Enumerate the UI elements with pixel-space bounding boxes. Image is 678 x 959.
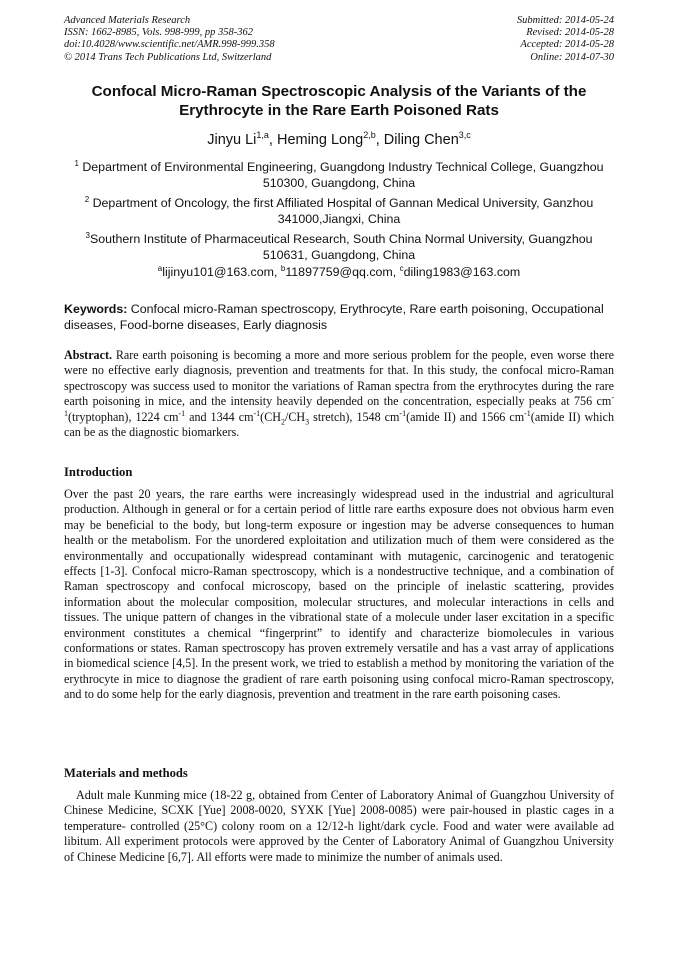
abstract-text: Rare earth poisoning is becoming a more and more serious problem for the people, even worse there were no effective early diagnosis, prevention and treatments for that. In this study, the confocal micro-Raman spectroscopy was success used to monitor the variations of Raman spectra from the erythrocytes during the rare earth poisoning in mice, and the intensity heavily depended on the concentration, especially peaks at 756 cm xyxy=(64,348,614,409)
paper-title-line-1: Confocal Micro-Raman Spectroscopic Analysis of the Variants of the xyxy=(91,83,587,100)
affiliation-text: Southern Institute of Pharmaceutical Research, South China Normal University, Guangzhou xyxy=(89,232,593,247)
email-address[interactable]: lijinyu101@163.com xyxy=(162,265,274,280)
affiliation-number: 1 xyxy=(74,159,79,168)
author-separator: , xyxy=(375,131,384,148)
email-separator: , xyxy=(273,265,281,280)
introduction-heading: Introduction xyxy=(64,465,133,479)
email-list xyxy=(64,264,614,279)
abstract-superscript: -1 xyxy=(524,408,531,418)
affiliation-3 xyxy=(64,228,614,263)
author-affiliation-mark: 3,c xyxy=(458,130,471,140)
affiliation-2 xyxy=(64,192,614,227)
author-name: Jinyu Li xyxy=(207,131,257,148)
author-separator: , xyxy=(268,131,277,148)
email-address[interactable]: diling1983@163.com xyxy=(403,265,521,280)
submitted-date: Submitted: 2014-05-24 xyxy=(516,15,614,26)
abstract-superscript: -1 xyxy=(64,393,614,418)
abstract-text: (amide II) and 1566 cm xyxy=(406,409,525,424)
doi-line: doi:10.4028/www.scientific.net/AMR.998-999.358 xyxy=(64,39,275,51)
methods-heading: Materials and methods xyxy=(64,766,188,780)
copyright-line: © 2014 Trans Tech Publications Ltd, Switzerland xyxy=(64,51,272,63)
methods-paragraph: Adult male Kunming mice (18-22 g, obtained from Center of Laboratory Animal of Guangzhou University of Chinese Medicine, SCXK [Yue] 2008-0020, SYXK [Yue] 2008-0085) were pair-housed in plastic cages in a temperature- controlled (25°C) colony room on a 12/12-h light/dark cycle. Food and water were available ad libitum. All experiment protocols were approved by the Center of Laboratory Animal of Guangzhou University of Chinese Medicine [6,7]. All efforts were made to minimize the number of animals used. xyxy=(64,788,614,864)
affiliation-number: 3 xyxy=(85,231,90,240)
keywords-block xyxy=(64,302,614,333)
author-affiliation-mark: 2,b xyxy=(363,130,376,140)
abstract-block xyxy=(64,348,614,440)
email-mark: b xyxy=(280,264,286,273)
journal-name: Advanced Materials Research xyxy=(64,15,191,26)
abstract-label: Abstract. xyxy=(64,348,113,362)
abstract-text: stretch), 1548 cm xyxy=(309,409,400,424)
author-name: Heming Long xyxy=(276,131,364,148)
issn-line: ISSN: 1662-8985, Vols. 998-999, pp 358-362 xyxy=(64,27,253,39)
affiliation-text: 341000,Jiangxi, China xyxy=(277,212,401,227)
author-list xyxy=(64,130,614,148)
keywords-text: Confocal micro-Raman spectroscopy, Erythrocyte, Rare earth poisoning, Occupational diseases, Food-borne diseases, Early diagnosis xyxy=(64,302,604,332)
abstract-text: (tryptophan), 1224 cm xyxy=(68,409,179,424)
running-header-left xyxy=(64,15,275,64)
abstract-superscript: -1 xyxy=(178,408,186,418)
email-mark: c xyxy=(399,264,404,273)
author-name: Diling Chen xyxy=(383,131,459,148)
author-affiliation-mark: 1,a xyxy=(256,130,269,140)
affiliation-text: Department of Environmental Engineering, Guangdong Industry Technical College, Guangzhou xyxy=(82,160,604,175)
affiliation-number: 2 xyxy=(84,195,90,204)
email-mark: a xyxy=(157,264,163,273)
abstract-superscript: -1 xyxy=(253,408,261,418)
paper-title xyxy=(64,82,614,120)
abstract-text: and 1344 cm xyxy=(185,409,254,424)
abstract-text: (amide II) which can be as the diagnostic biomarkers. xyxy=(64,409,614,440)
abstract-text: /CH xyxy=(285,409,306,424)
revised-date: Revised: 2014-05-28 xyxy=(526,27,614,39)
abstract-subscript: 2 xyxy=(281,417,285,427)
abstract-subscript: 3 xyxy=(305,417,310,427)
email-address[interactable]: 11897759@qq.com xyxy=(285,265,393,280)
introduction-paragraph: Over the past 20 years, the rare earths were increasingly widespread used in the industrial and agricultural production. Although in general or for a certain period of little rare earths exposure does not obvious harm even may be beneficial to the body, but long-term exposure or ingestion may be adverse consequences to human health or the metabolism. For the unordered exploitation and utilization much of them were considered as the environmentally and occupationally widespread contaminant with mutagenic, carcinogenic and teratogenic effects [1-3]. Confocal micro-Raman spectroscopy, which is a nondestructive technique, and a combination of Raman spectroscopy and confocal microscopy, based on the principle of inelastic scattering, provides information about the molecular composition, molecular structures, and molecular interactions in cells and tissues. The unique pattern of changes in the vibrational state of a molecule under laser excitation in a specific environment constitutes a chemical “fingerprint” to identify and characterize biomolecules in various conformations or states. Raman spectroscopy has proven extremely versatile and has a vast array of applications in biomedical science [4,5]. In the present work, we tried to establish a method by monitoring the variation of the erythrocyte in mice to diagnose the gradient of rare earth poisoning using confocal micro-Raman spectroscopy, and to do some help for the early diagnosis, prevention and treatment in the rare earth poisoning cases. xyxy=(64,487,614,702)
email-separator: , xyxy=(392,265,400,280)
abstract-superscript: -1 xyxy=(399,408,407,418)
affiliation-text: Department of Oncology, the first Affiliated Hospital of Gannan Medical University, Ganzhou xyxy=(92,196,594,211)
keywords-label: Keywords: xyxy=(64,302,128,316)
affiliation-text: 510300, Guangdong, China xyxy=(262,176,416,191)
abstract-text: (CH xyxy=(260,409,281,424)
accepted-date: Accepted: 2014-05-28 xyxy=(520,39,614,51)
online-date: Online: 2014-07-30 xyxy=(530,51,614,63)
paper-title-line-2: Erythrocyte in the Rare Earth Poisoned Rats xyxy=(179,102,499,119)
affiliation-text: 510631, Guangdong, China xyxy=(262,248,416,263)
running-header-right xyxy=(517,15,614,64)
affiliation-1 xyxy=(64,156,614,191)
